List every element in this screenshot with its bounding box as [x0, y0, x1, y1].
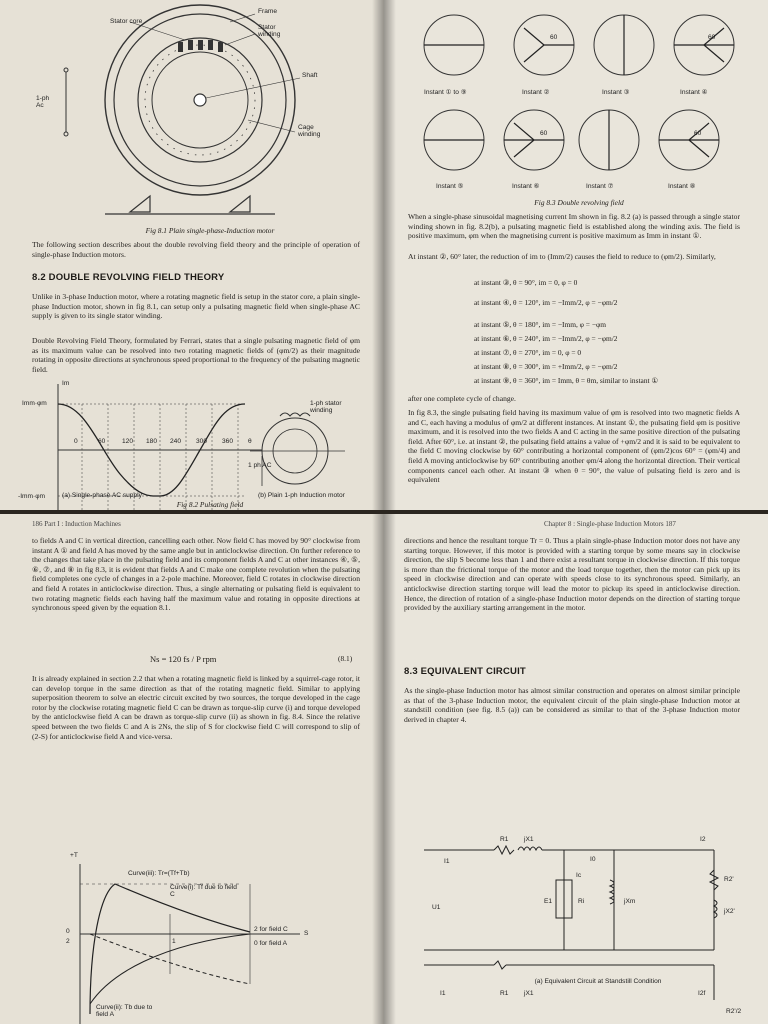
circuit-label: R2' — [724, 876, 734, 883]
plot-ylabel: +T — [70, 852, 78, 859]
circuit2-label: jX1 — [524, 990, 534, 997]
intro-paragraph: The following section describes about the double revolving field theory and the principle of operation of single-phase Induction motors. — [32, 240, 360, 259]
page-184 — [0, 0, 384, 510]
circuit2-label: I1 — [440, 990, 446, 997]
equation-8-1: Ns = 120 fs / P rpm — [150, 654, 217, 664]
ymax-label: Imm·φm — [22, 400, 47, 407]
instant-equation: at instant ⑤, θ = 180°, im = −Imm, φ = −φm — [474, 320, 606, 329]
instant-label: Instant ② — [522, 89, 550, 96]
instant-equation: at instant ⑨, θ = 360°, im = Imm, θ = θm, similar to instant ① — [474, 376, 659, 385]
instant-label: Instant ③ — [602, 89, 630, 96]
running-head: 186 Part I : Induction Machines — [32, 520, 121, 528]
angle-label: 180 — [146, 438, 158, 445]
curve-3-label: Curve(iii): Tr=(Tf+Tb) — [128, 870, 190, 877]
fig-8-2-caption: Fig 8.2 Pulsating field — [176, 500, 244, 509]
x-left-label: 0 — [66, 928, 70, 935]
instant-equation: at instant ⑧, θ = 300°, im = +Imm/2, φ = −φm/2 — [474, 362, 618, 371]
equation-number: (8.1) — [338, 654, 353, 663]
angle-label: 240 — [170, 438, 182, 445]
angle-label: 360 — [222, 438, 234, 445]
page-187 — [384, 514, 768, 1024]
angle-label: 0 — [74, 438, 78, 445]
angle-label: 300 — [196, 438, 208, 445]
top-spread — [0, 0, 768, 510]
book-gutter — [372, 514, 396, 1024]
fig-8-2-pulsating-field — [0, 376, 384, 510]
book-gutter — [372, 0, 396, 510]
para-187-2: As the single-phase Induction motor has almost similar construction and operates on almost similar principle as that of the 3-phase Induction motor, the equivalent circuit of the plain single-phase Induction motor at standstill condition (see fig. 8.5 (a)) can be considered as similar to that of the 3-phase Induction motor derived in chapter 4. — [404, 686, 740, 724]
circuit-label: jXm — [624, 898, 636, 905]
circuit-label: I0 — [590, 856, 596, 863]
circuit-label: I1 — [444, 858, 450, 865]
angle-label: θ — [248, 438, 252, 445]
fig-8-1-motor-drawing — [0, 0, 384, 230]
equivalent-circuit-diagram — [384, 740, 768, 1000]
instant-label: Instant ① to ⑨ — [424, 89, 467, 96]
instant-equation: at instant ⑦, θ = 270°, im = 0, φ = 0 — [474, 348, 582, 357]
x-mid-label: 1 — [172, 938, 176, 945]
fig-8-3-double-revolving-field — [384, 0, 768, 200]
stator-core-label: Stator core — [110, 18, 143, 25]
cage-winding-label: Cage winding — [298, 124, 321, 138]
circuit-label: Ic — [576, 872, 582, 879]
ymin-label: -Imm·φm — [18, 493, 45, 500]
circuit-label: jX1 — [524, 836, 534, 843]
circuit-label: I2 — [700, 836, 706, 843]
stator-winding-label: 1-ph stator winding — [310, 400, 342, 414]
section-8-3-heading: 8.3 EQUIVALENT CIRCUIT — [404, 666, 526, 677]
circuit-label: E1 — [544, 898, 553, 905]
instant-label: Instant ⑦ — [586, 183, 614, 190]
instant-equation: at instant ⑥, θ = 240°, im = −Imm/2, φ = −φm/2 — [474, 334, 618, 343]
bottom-spread — [0, 514, 768, 1024]
instant-label: Instant ⑥ — [512, 183, 540, 190]
para-8-2-2: Double Revolving Field Theory, formulated by Ferrari, states that a single pulsating magnetic field of φm as its maximum value can be resolved into two rotating magnetic fields of (φm/2) as their magnitude rotating in opposite directions at synchronous speed proportional to the frequency of the pulsating magnetic field. — [32, 336, 360, 374]
circuit-label: Ri — [578, 898, 585, 905]
axis-s-label: S — [304, 930, 309, 937]
sub-b-label: (b) Plain 1-ph Induction motor — [258, 492, 345, 499]
circuit-label: U1 — [432, 904, 441, 911]
x-right-top-label: 2 for field C — [254, 926, 288, 933]
curve-1-label: Curve(i): Tf due to field C — [170, 884, 237, 898]
circuit-label: R1 — [500, 836, 509, 843]
angle-60-label: 60 — [694, 130, 702, 137]
para-8-3-2: At instant ②, 60° later, the reduction of im to (Imm/2) causes the field to reduce to (φm/2). Similarly, — [408, 252, 716, 261]
fig-8-1-caption: Fig 8.1 Plain single-phase-Induction motor — [145, 226, 275, 235]
frame-label: Frame — [258, 8, 278, 15]
im-axis-label: Im — [62, 380, 70, 387]
para-8-2-1: Unlike in 3-phase Induction motor, where a rotating magnetic field is setup in the stator core, a plain single-phase Induction motor, shown in fig 8.1, can setup only a pulsating magnetic field when single-phase AC supply is given to its single stator winding. — [32, 292, 360, 321]
circuit-label: jX2' — [724, 908, 735, 915]
after-cycle-text: after one complete cycle of change. — [408, 394, 516, 403]
supply-label: 1-ph Ac — [36, 95, 50, 109]
circuit2-label: I2f — [698, 990, 706, 997]
angle-label: 60 — [98, 438, 106, 445]
x-right-bottom-label: 0 for field A — [254, 940, 287, 947]
fig-8-3-caption: Fig 8.3 Double revolving field — [534, 198, 624, 207]
section-8-2-heading: 8.2 DOUBLE REVOLVING FIELD THEORY — [32, 272, 225, 283]
para-186-2: It is already explained in section 2.2 that when a rotating magnetic field is linked by a squirrel-cage rotor, it can develop torque in the same direction as that of the rotating magnetic field. Similar to applying superposition theorem to solve an electric circuit excited by two sources, the torque developed in the cage rotor by the clockwise rotating magnetic field C can be drawn as torque-slip curve (i) and torque developed by the anticlockwise field A can be drawn as torque-slip curve (ii) as shown in fig. 8.4. Since the relative speed between the two fields C and A is 2Ns, the slip of S for clockwise field C will correspond to slip of (2-S) for anticlockwise field A and vice-versa. — [32, 674, 360, 741]
circuit2-label: R1 — [500, 990, 509, 997]
angle-60-label: 60 — [540, 130, 548, 137]
angle-60-label: 60 — [550, 34, 558, 41]
sub-a-label: (a) Single-phase AC supply — [62, 492, 142, 499]
instant-label: Instant ⑤ — [436, 183, 464, 190]
page-186 — [0, 514, 384, 1024]
para-8-3-3: In fig 8.3, the single pulsating field having its maximum value of φm is resolved into two magnetic fields A and C, each having a modulus of φm/2 at different instances. At instant ①, the pulsating field φm is positive maximum, and it is resolved into the two fields A and C acting in the same positive direction of the pulsating field. After 60°, i.e. at instant ②, the pulsating field attains a value of +φm/2 and it is said to be equivalent to the field C moving clockwise by 60° contributing a horizontal component of (φm/2)cos 60° = (φm/4) and field A moving anticlockwise by 60° contributing another φm/4 along the horizontal direction. Their vertical components cancel each other. At instant ③ when θ = 90°, the value of pulsating field is zero and is equivalent — [408, 408, 740, 485]
running-head: Chapter 8 : Single-phase Induction Motors 187 — [544, 520, 676, 528]
instant-label: Instant ④ — [680, 89, 708, 96]
supply-label: 1 ph AC — [248, 462, 272, 469]
angle-60-label: 60 — [708, 34, 716, 41]
circuit2-label: R2'/2 — [726, 1008, 742, 1015]
instant-equation: at instant ③, θ = 90°, im = 0, φ = 0 — [474, 278, 578, 287]
para-187-1: directions and hence the resultant torque Tr = 0. Thus a plain single-phase Induction motor does not have any starting torque. However, if this motor is provided with a starting torque by some means say in clockwise direction, the slip S become less than 1 and there exist a resultant torque in clockwise direction. If this torque is more than the frictional torque of the motor and the load torque together, then the motor can pick up its speed in clockwise direction and can operate with speeds close to its synchronous speed. Similarly, an anticlockwise direction starting torque will lead the motor to pickup its speed in anticlockwise direction. Hence, the direction of rotation of a single-phase Induction motor depends on the direction of starting torque provided by the auxiliary starting arrangement in the motor. — [404, 536, 740, 613]
para-186-1: to fields A and C in vertical direction, cancelling each other. Now field C has moved by 90° clockwise from instant A ① and field A has moved by the same angle but in anticlockwise direction. On further reference to the changes that take place in the pulsating field and its component fields A and C at other instances ④, ⑤, ⑥, ⑦, and ⑧ in fig 8.3, it is evident that fields A and C make one complete revolution when the pulsating field completes one cycle of changes in a 2-pole machine. Moreover, field C rotates in clockwise direction and field A rotates in anticlockwise direction. Thus, a single alternating or pulsating field is equivalent to two rotating magnetic fields each having half the maximum value and rotating in opposite directions at synchronous speed given by the equation 8.1. — [32, 536, 360, 613]
x-left-label: 2 — [66, 938, 70, 945]
curve-2-label: Curve(ii): Tb due to field A — [96, 1004, 153, 1018]
para-8-3-1: When a single-phase sinusoidal magnetising current Im shown in fig. 8.2 (a) is passed through a single stator winding shown in fig. 8.2(b), a pulsating magnetic field is established along the winding axis. The field is positive maximum, φm when the magnetising current is positive maximum as Imm in instant ①. — [408, 212, 740, 241]
stator-winding-label: Stator winding — [258, 24, 281, 38]
instant-equation: at instant ④, θ = 120°, im = −Imm/2, φ = −φm/2 — [474, 298, 618, 307]
circuit-caption: (a) Equivalent Circuit at Standstill Condition — [534, 978, 662, 985]
page-185 — [384, 0, 768, 510]
angle-label: 120 — [122, 438, 134, 445]
shaft-label: Shaft — [302, 72, 318, 79]
instant-label: Instant ⑧ — [668, 183, 696, 190]
